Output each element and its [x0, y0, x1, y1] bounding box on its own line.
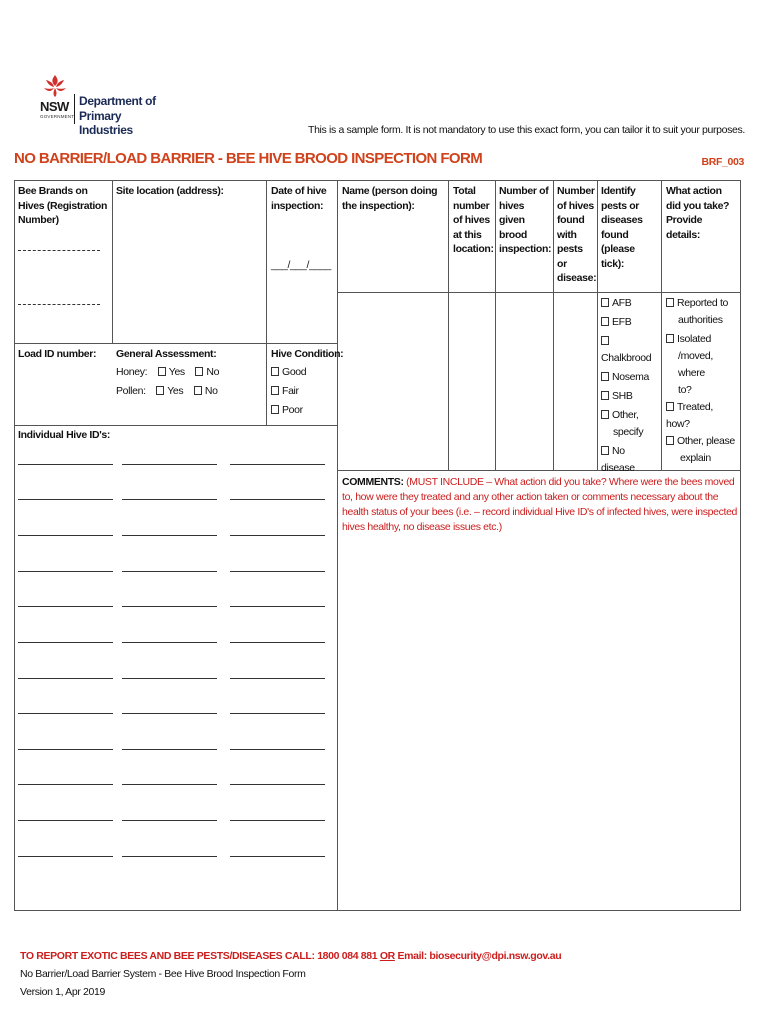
treated-checkbox[interactable] [666, 402, 674, 411]
pest-list [601, 295, 661, 477]
action-list [666, 295, 738, 467]
honey-label: Honey: [116, 366, 148, 378]
general-assessment-label: General Assessment: [116, 348, 217, 360]
hive-id-blank[interactable] [230, 499, 325, 500]
pest-other-specify: specify [613, 426, 644, 438]
form-title: NO BARRIER/LOAD BARRIER - BEE HIVE BROOD INSPECTION FORM [14, 150, 483, 167]
department-name-line1: Department of [79, 94, 156, 108]
hive-id-blank[interactable] [18, 784, 113, 785]
hive-id-blank[interactable] [230, 820, 325, 821]
hive-id-blank[interactable] [18, 571, 113, 572]
hive-id-blank[interactable] [18, 606, 113, 607]
action-reported-cont: authorities [678, 314, 723, 326]
honey-row [116, 364, 219, 381]
date-field[interactable]: ___/___/____ [271, 259, 332, 271]
other-pest-checkbox[interactable] [601, 410, 609, 419]
pollen-no-checkbox[interactable] [194, 386, 202, 395]
nsw-wordmark: NSW [40, 99, 69, 114]
condition-good-checkbox[interactable] [271, 367, 279, 376]
hive-id-blank[interactable] [230, 678, 325, 679]
form-code: BRF_003 [701, 156, 744, 168]
col-bee-brands: Bee Brands on Hives (Registration Number) [18, 185, 108, 226]
hive-id-blank[interactable] [122, 820, 217, 821]
brand-number-blank[interactable] [18, 304, 100, 305]
pollen-yes-label: Yes [167, 385, 184, 397]
hive-id-blank[interactable] [18, 820, 113, 821]
col-hives-inspected: Number of hives given brood inspection: [499, 185, 552, 255]
report-hotline: TO REPORT EXOTIC BEES AND BEE PESTS/DISEASES CALL: 1800 084 881 [20, 950, 378, 962]
hive-id-blank[interactable] [18, 535, 113, 536]
hive-id-blank[interactable] [230, 642, 325, 643]
pest-no-disease[interactable]: No disease [601, 445, 635, 474]
reported-checkbox[interactable] [666, 298, 674, 307]
isolated-checkbox[interactable] [666, 334, 674, 343]
action-treated[interactable]: Treated, how? [666, 401, 713, 430]
hive-id-blank[interactable] [122, 464, 217, 465]
department-name-line2: Primary Industries [79, 109, 133, 137]
hive-id-blank[interactable] [122, 749, 217, 750]
condition-good[interactable]: Good [271, 364, 306, 381]
condition-poor[interactable]: Poor [271, 402, 303, 419]
hive-id-blank[interactable] [122, 713, 217, 714]
col-hives-with-pests: Number of hives found with pests or disease: [557, 185, 597, 284]
report-email[interactable]: Email: biosecurity@dpi.nsw.gov.au [397, 950, 562, 962]
hive-id-blank[interactable] [230, 464, 325, 465]
pest-shb[interactable]: SHB [601, 388, 661, 405]
brand-number-blank[interactable] [18, 250, 100, 251]
condition-poor-checkbox[interactable] [271, 405, 279, 414]
pest-nosema[interactable]: Nosema [601, 369, 661, 386]
hive-id-blank[interactable] [122, 535, 217, 536]
hive-id-blank[interactable] [122, 571, 217, 572]
pest-afb[interactable]: AFB [601, 295, 661, 312]
hive-id-blank[interactable] [18, 713, 113, 714]
hive-id-blank[interactable] [230, 535, 325, 536]
honey-no-checkbox[interactable] [195, 367, 203, 376]
hive-id-blank[interactable] [230, 856, 325, 857]
pollen-no-label: No [204, 385, 218, 397]
condition-fair-checkbox[interactable] [271, 386, 279, 395]
action-isolated-cont2: to? [678, 384, 692, 396]
nsw-logo [40, 74, 170, 137]
hive-id-blank[interactable] [122, 856, 217, 857]
honey-yes-label: Yes [168, 366, 185, 378]
action-isolated-cont: /moved, where [678, 350, 713, 379]
comments-label: COMMENTS: [342, 476, 404, 488]
footer-form-name: No Barrier/Load Barrier System - Bee Hive Brood Inspection Form [20, 968, 306, 980]
hive-condition-label: Hive Condition: [271, 348, 344, 360]
hive-id-blank[interactable] [230, 606, 325, 607]
pest-chalkbrood[interactable]: Chalkbrood [601, 333, 661, 367]
action-other[interactable]: Other, please [666, 433, 738, 450]
condition-fair[interactable]: Fair [271, 383, 299, 400]
pollen-row [116, 383, 218, 400]
col-action-taken: What action did you take? Provide details: [666, 185, 730, 241]
pest-other[interactable]: Other, [601, 407, 661, 424]
hive-id-blank[interactable] [230, 713, 325, 714]
other-action-checkbox[interactable] [666, 436, 674, 445]
chalkbrood-checkbox[interactable] [601, 336, 609, 345]
col-identify-pests: Identify pests or diseases found (please tick): [601, 185, 643, 270]
pollen-label: Pollen: [116, 385, 146, 397]
footer-version: Version 1, Apr 2019 [20, 986, 105, 998]
col-site-location: Site location (address): [116, 185, 224, 197]
hive-id-blank[interactable] [18, 499, 113, 500]
col-date-of-inspection: Date of hive inspection: [271, 185, 327, 212]
hive-id-blank[interactable] [122, 642, 217, 643]
hive-id-blank[interactable] [122, 606, 217, 607]
efb-checkbox[interactable] [601, 317, 609, 326]
report-or: OR [379, 950, 395, 962]
hive-id-blank[interactable] [122, 499, 217, 500]
col-total-hives: Total number of hives at this location: [453, 185, 494, 255]
no-disease-checkbox[interactable] [601, 446, 609, 455]
comments-box[interactable] [342, 475, 738, 535]
honey-yes-checkbox[interactable] [158, 367, 166, 376]
action-isolated[interactable]: Isolated [666, 331, 738, 348]
hive-id-blank[interactable] [230, 571, 325, 572]
action-other-cont: explain [680, 452, 711, 464]
government-wordmark: GOVERNMENT [40, 114, 75, 119]
shb-checkbox[interactable] [601, 391, 609, 400]
nosema-checkbox[interactable] [601, 372, 609, 381]
load-id-label: Load ID number: [18, 348, 97, 360]
report-line [20, 950, 561, 962]
comments-instructions: (MUST INCLUDE – What action did you take? Where were the bees moved to, how were they treated and any other action taken or comments necessary about the health status of your bees (i.e. – record individual Hive ID's of infected hives, were inspected hives healthy, no disease issues etc.) [342, 476, 738, 533]
pest-efb[interactable]: EFB [601, 314, 661, 331]
hive-id-blank[interactable] [230, 784, 325, 785]
hive-id-blank[interactable] [122, 784, 217, 785]
afb-checkbox[interactable] [601, 298, 609, 307]
pollen-yes-checkbox[interactable] [156, 386, 164, 395]
hive-id-blank[interactable] [18, 749, 113, 750]
sample-form-notice: This is a sample form. It is not mandatory to use this exact form, you can tailor it to suit your purposes. [308, 124, 745, 136]
honey-no-label: No [206, 366, 220, 378]
hive-id-blank[interactable] [18, 464, 113, 465]
hive-id-blank[interactable] [230, 749, 325, 750]
waratah-icon [42, 74, 68, 98]
inspection-table [14, 180, 741, 911]
individual-hive-ids-label: Individual Hive ID's: [18, 429, 111, 441]
hive-id-blank[interactable] [18, 642, 113, 643]
hive-id-blank[interactable] [18, 856, 113, 857]
col-inspector-name: Name (person doing the inspection): [342, 185, 438, 212]
hive-id-blank[interactable] [122, 678, 217, 679]
action-reported[interactable]: Reported to [666, 295, 738, 312]
hive-id-blank[interactable] [18, 678, 113, 679]
